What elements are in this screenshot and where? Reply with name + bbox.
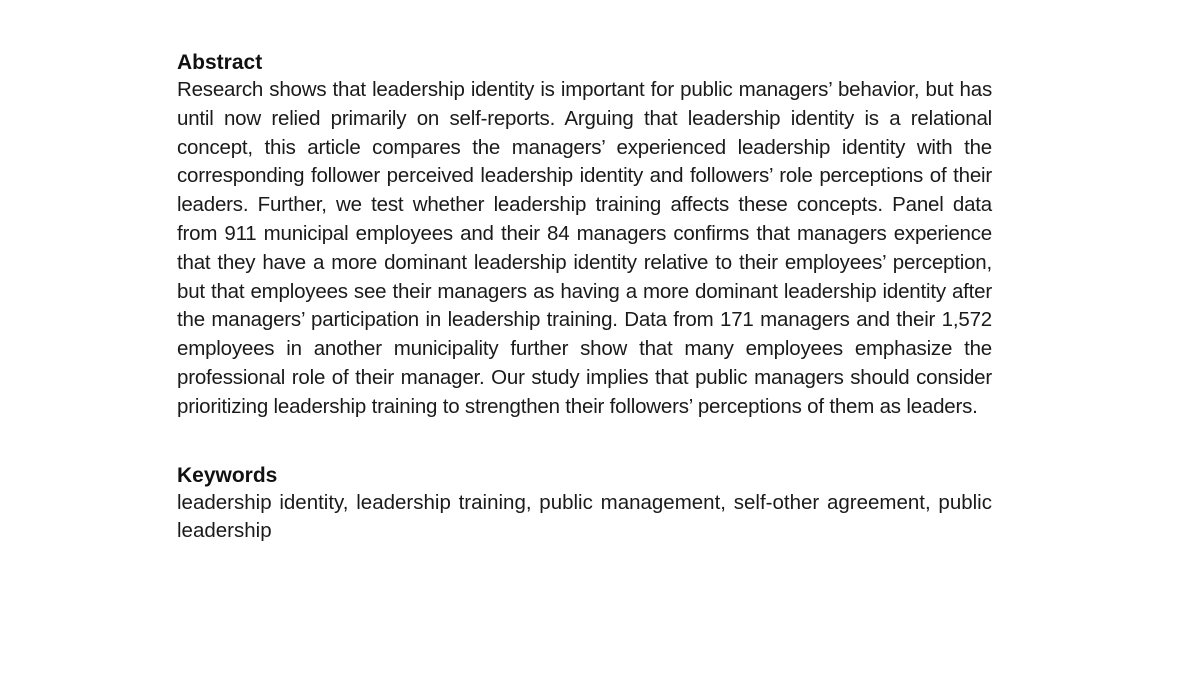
keywords-text: leadership identity, leadership training, public management, self-other agreement, public leadership (177, 490, 992, 543)
abstract-section (177, 49, 992, 422)
paper-abstract-page (177, 49, 992, 546)
keywords-section (177, 462, 992, 547)
abstract-heading: Abstract (177, 51, 263, 74)
keywords-heading: Keywords (177, 463, 278, 487)
abstract-text: Research shows that leadership identity is important for public managers’ behavior, but has until now relied primarily on self-reports. Arguing that leadership identity is a relational concept, this article compares the managers’ experienced leadership identity with the corresponding follower perceived leadership identity and followers’ role perceptions of their leaders. Further, we test whether leadership training affects these concepts. Panel data from 911 municipal employees and their 84 managers confirms that managers experience that they have a more dominant leadership identity relative to their employees’ perception, but that employees see their managers as having a more dominant leadership identity after the managers’ participation in leadership training. Data from 171 managers and their 1,572 employees in another municipality further show that many employees emphasize the professional role of their manager. Our study implies that public managers should consider prioritizing leadership training to strengthen their followers’ perceptions of them as leaders. (177, 78, 992, 418)
